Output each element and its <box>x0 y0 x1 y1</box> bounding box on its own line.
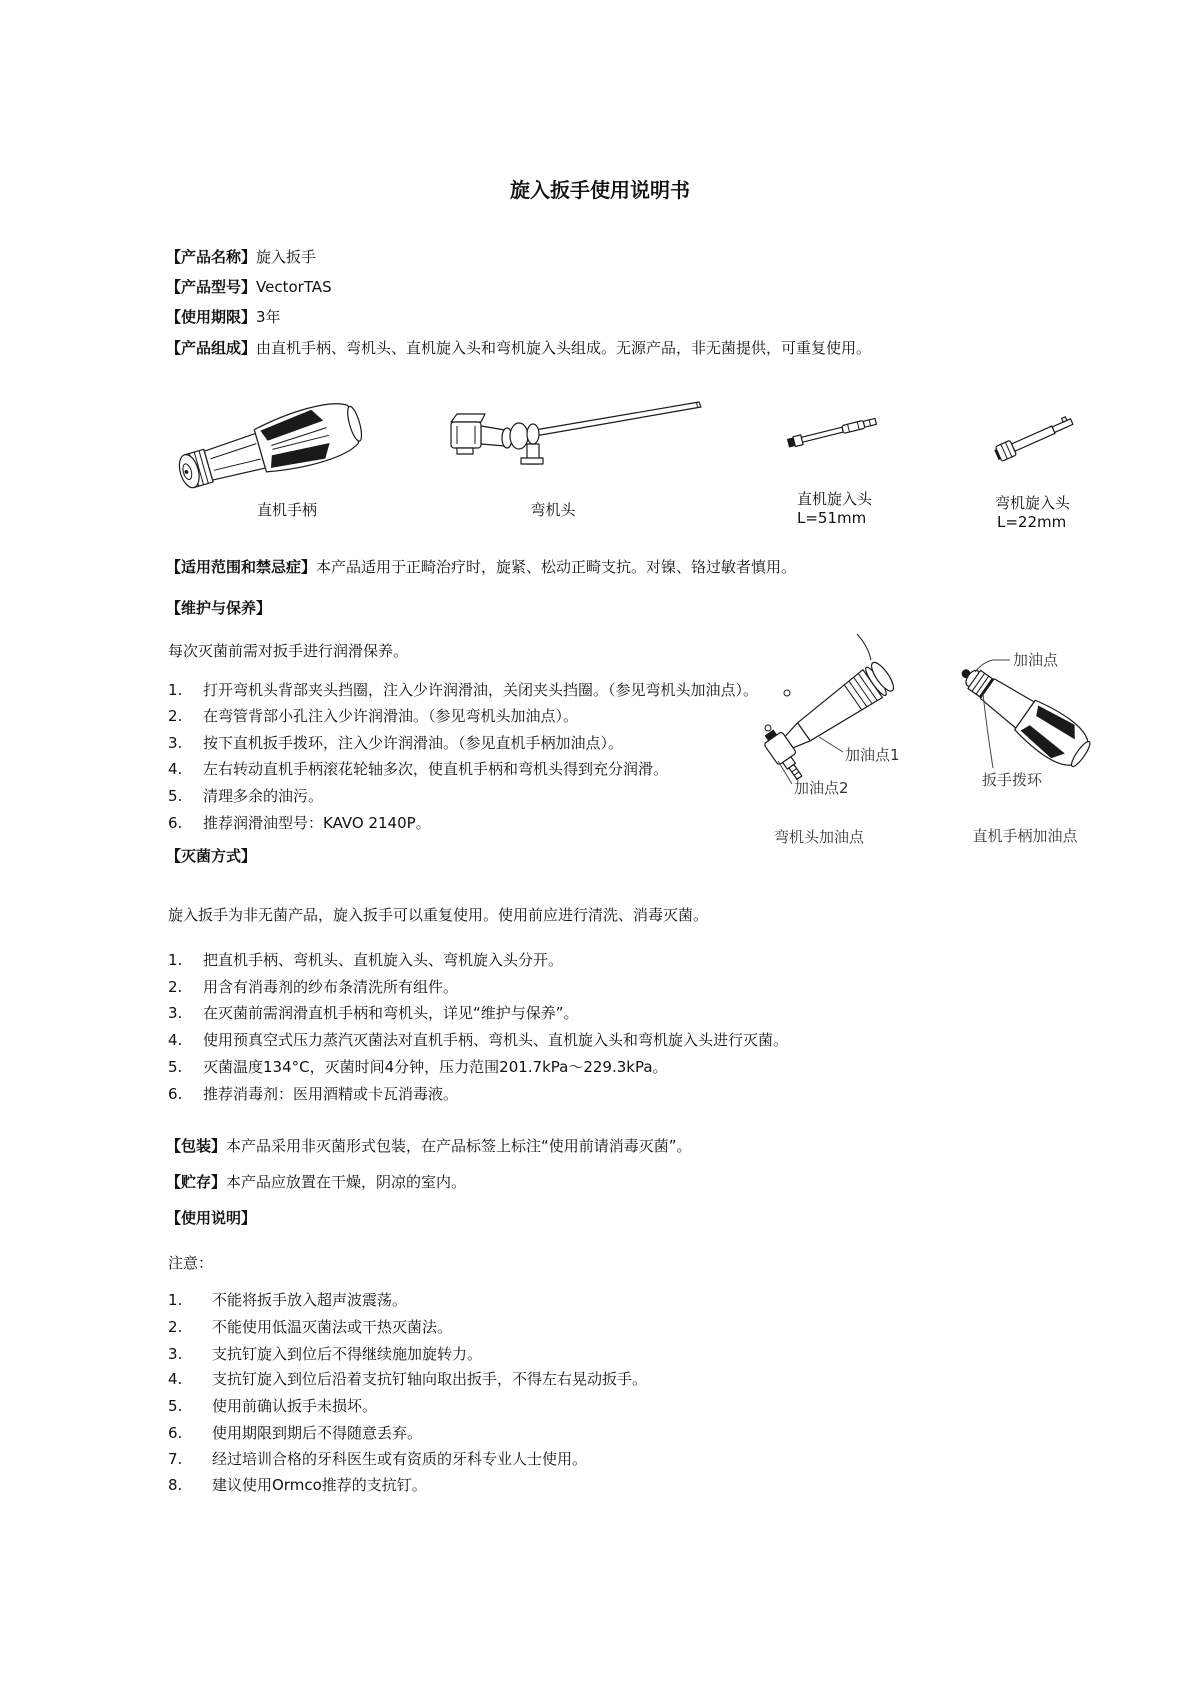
straight-handle-illustration <box>165 392 375 502</box>
list-item-number: 2. <box>168 978 183 996</box>
product-name-row <box>166 247 316 267</box>
handle-oiling-drawing <box>950 653 1097 774</box>
list-item: 按下直机扳手拨环，注入少许润滑油。（参见直机手柄加油点）。 <box>203 734 624 752</box>
list-item: 使用前确认扳手未损坏。 <box>212 1397 378 1415</box>
list-item-number: 6. <box>168 814 183 832</box>
maintenance-heading: 【维护与保养】 <box>166 599 272 617</box>
storage-row <box>166 1172 466 1192</box>
storage-value: 本产品应放置在干燥，阴凉的室内。 <box>226 1173 467 1191</box>
contra-angle-head-illustration <box>447 400 705 476</box>
product-model-value: VectorTAS <box>256 278 332 296</box>
wrench-ring-label: 扳手拨环 <box>982 771 1043 789</box>
list-item: 支抗钉旋入到位后沿着支抗钉轴向取出扳手，不得左右晃动扳手。 <box>212 1370 648 1388</box>
list-item: 在弯管背部小孔注入少许润滑油。（参见弯机头加油点）。 <box>203 707 579 725</box>
straight-handle-caption: 直机手柄 <box>256 501 317 519</box>
indications-value: 本产品适用于正畸治疗时，旋紧、松动正畸支抗。对镍、铬过敏者慎用。 <box>316 558 797 576</box>
document-title: 旋入扳手使用说明书 <box>510 178 690 202</box>
list-item: 清理多余的油污。 <box>203 787 324 805</box>
contra-angle-driver-bit-illustration <box>992 413 1082 461</box>
product-model-label: 【产品型号】 <box>166 278 257 296</box>
contra-bit-caption: 弯机旋入头 <box>995 494 1071 512</box>
straight-driver-bit-illustration <box>783 410 883 454</box>
list-item: 把直机手柄、弯机头、直机旋入头、弯机旋入头分开。 <box>203 951 564 969</box>
list-item: 灭菌温度134°C，灭菌时间4分钟，压力范围201.7kPa～229.3kPa。 <box>203 1058 668 1076</box>
usage-heading: 【使用说明】 <box>166 1209 257 1227</box>
list-item: 使用期限到期后不得随意丢弃。 <box>212 1424 423 1442</box>
straight-bit-caption: 直机旋入头 <box>797 490 873 508</box>
contra-angle-head-caption: 弯机头 <box>530 501 576 519</box>
oil-point-1-label: 加油点1 <box>845 746 900 764</box>
list-item: 使用预真空式压力蒸汽灭菌法对直机手柄、弯机头、直机旋入头和弯机旋入头进行灭菌。 <box>203 1031 789 1049</box>
list-item-number: 5. <box>168 1397 183 1415</box>
list-item: 不能使用低温灭菌法或干热灭菌法。 <box>212 1318 453 1336</box>
list-item-number: 2. <box>168 1318 183 1336</box>
list-item: 支抗钉旋入到位后不得继续施加旋转力。 <box>212 1345 483 1363</box>
packaging-row <box>166 1136 692 1156</box>
list-item-number: 4. <box>168 1031 183 1049</box>
list-item-number: 6. <box>168 1085 183 1103</box>
list-item: 用含有消毒剂的纱布条清洗所有组件。 <box>203 978 459 996</box>
list-item-number: 6. <box>168 1424 183 1442</box>
product-name-value: 旋入扳手 <box>256 248 317 266</box>
composition-label: 【产品组成】 <box>166 339 257 357</box>
storage-label: 【贮存】 <box>166 1173 227 1191</box>
service-life-value: 3年 <box>256 308 281 326</box>
handle-oil-point-label: 加油点 <box>1013 651 1059 669</box>
packaging-label: 【包装】 <box>166 1137 227 1155</box>
oil-point-2-label: 加油点2 <box>794 779 849 797</box>
straight-bit-length: L=51mm <box>797 509 867 527</box>
list-item: 左右转动直机手柄滚花轮轴多次，使直机手柄和弯机头得到充分润滑。 <box>203 760 669 778</box>
list-item: 在灭菌前需润滑直机手柄和弯机头，详见“维护与保养”。 <box>203 1004 579 1022</box>
oil-point-1-leader <box>819 737 843 752</box>
maintenance-intro: 每次灭菌前需对扳手进行润滑保养。 <box>168 642 409 660</box>
packaging-value: 本产品采用非灭菌形式包装，在产品标签上标注“使用前请消毒灭菌”。 <box>226 1137 692 1155</box>
composition-row <box>166 338 871 358</box>
list-item: 建议使用Ormco推荐的支抗钉。 <box>212 1476 427 1494</box>
list-item-number: 8. <box>168 1476 183 1494</box>
list-item: 推荐消毒剂：医用酒精或卡瓦消毒液。 <box>203 1085 459 1103</box>
list-item-number: 3. <box>168 1345 183 1363</box>
list-item-number: 7. <box>168 1450 183 1468</box>
list-item-number: 5. <box>168 787 183 805</box>
service-life-label: 【使用期限】 <box>166 308 257 326</box>
list-item-number: 2. <box>168 707 183 725</box>
indications-label: 【适用范围和禁忌症】 <box>166 558 317 576</box>
list-item-number: 4. <box>168 1370 183 1388</box>
list-item: 经过培训合格的牙科医生或有资质的牙科专业人士使用。 <box>212 1450 588 1468</box>
composition-value: 由直机手柄、弯机头、直机旋入头和弯机旋入头组成。无源产品，非无菌提供，可重复使用。 <box>256 339 872 357</box>
list-item-number: 5. <box>168 1058 183 1076</box>
service-life-row <box>166 307 281 327</box>
contra-angle-oiling-caption: 弯机头加油点 <box>773 828 864 846</box>
list-item-number: 3. <box>168 1004 183 1022</box>
list-item-number: 1. <box>168 681 183 699</box>
usage-note-label: 注意： <box>168 1254 214 1272</box>
list-item: 打开弯机头背部夹头挡圈，注入少许润滑油，关闭夹头挡圈。（参见弯机头加油点）。 <box>203 681 759 699</box>
list-item-number: 4. <box>168 760 183 778</box>
product-name-label: 【产品名称】 <box>166 248 257 266</box>
list-item-number: 1. <box>168 1291 183 1309</box>
sterilization-intro: 旋入扳手为非无菌产品，旋入扳手可以重复使用。使用前应进行清洗、消毒灭菌。 <box>168 906 709 924</box>
sterilization-heading: 【灭菌方式】 <box>166 847 257 865</box>
list-item: 不能将扳手放入超声波震荡。 <box>212 1291 408 1309</box>
list-item: 推荐润滑油型号：KAVO 2140P。 <box>203 814 431 832</box>
product-model-row <box>166 277 332 297</box>
list-item-number: 1. <box>168 951 183 969</box>
contra-bit-length: L=22mm <box>997 513 1067 531</box>
list-item-number: 3. <box>168 734 183 752</box>
indications-row <box>166 557 796 577</box>
handle-oiling-caption: 直机手柄加油点 <box>972 827 1078 845</box>
